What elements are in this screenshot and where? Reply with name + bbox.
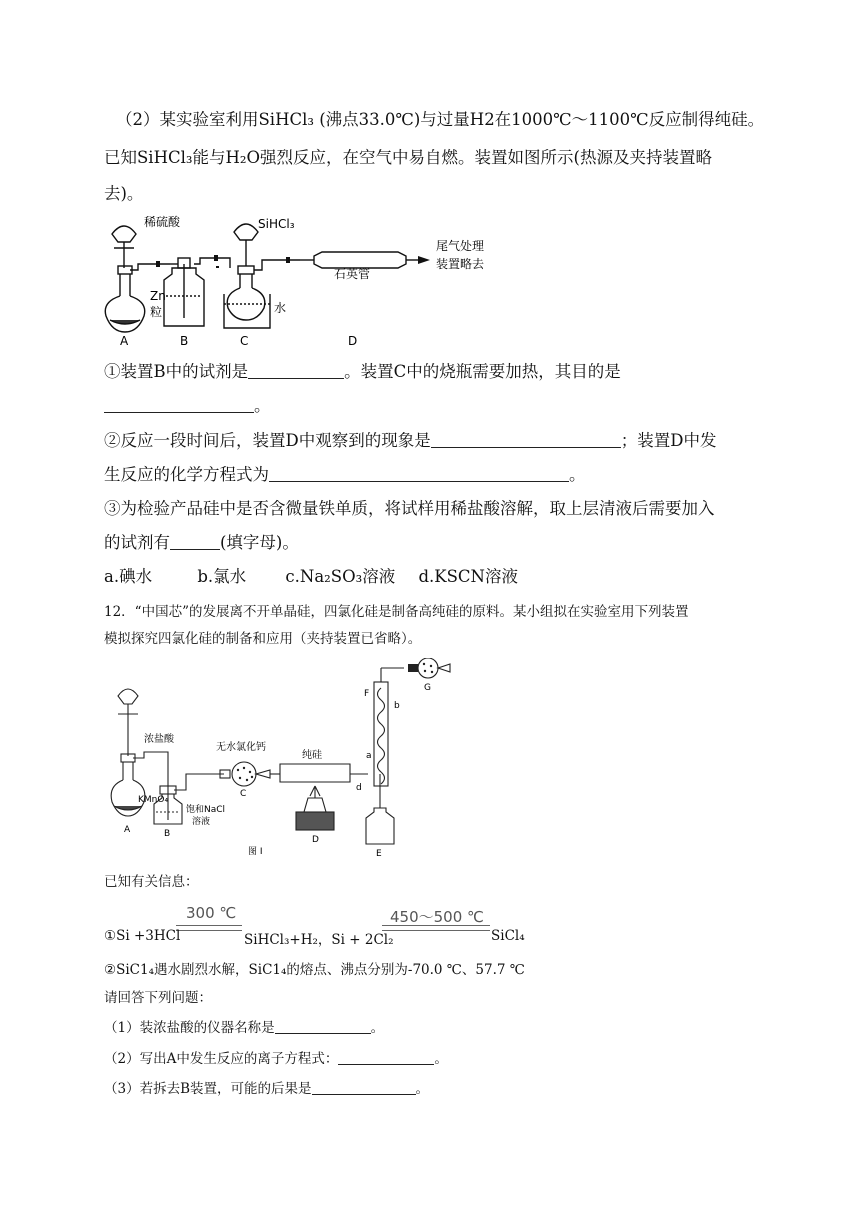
answer-blank[interactable]	[269, 465, 569, 483]
label-grain: 粒	[150, 305, 163, 319]
label-b: B	[180, 334, 189, 348]
label-b2: B	[164, 829, 171, 839]
label-pure-si: 纯硅	[302, 750, 322, 761]
bottle-e	[366, 808, 394, 844]
q11-sub2-text-a: ②反应一段时间后，装置D中观察到的现象是	[104, 431, 431, 450]
q12-part2	[104, 1047, 448, 1067]
label-nacl-2: 溶液	[192, 817, 211, 827]
q12-part2-text: （2）写出A中发生反应的离子方程式：	[104, 1051, 339, 1067]
q12-part2-end: 。	[434, 1051, 448, 1067]
label-a: A	[120, 334, 129, 348]
label-d: D	[348, 334, 358, 348]
label-zn: Zn	[150, 289, 166, 303]
label-quartz-tube: 石英管	[334, 267, 371, 281]
q11-sub1-line2	[104, 392, 271, 416]
label-a2: A	[124, 825, 131, 835]
eq2-condition: 450～500 ℃	[390, 908, 484, 926]
q11-intro-line2: 已知SiHCl₃能与H₂O强烈反应，在空气中易自燃。装置如图所示(热源及夹持装置略	[104, 148, 712, 167]
arrow-icon	[418, 256, 430, 264]
q11-sub1-text-a: ①装置B中的试剂是	[104, 362, 249, 381]
answer-blank[interactable]	[170, 533, 220, 551]
q11-sub3-text-c: (填字母)。	[220, 533, 299, 552]
eq1-condition: 300 ℃	[186, 904, 237, 922]
label-tail-gas-1: 尾气处理	[436, 239, 485, 253]
separatory-funnel-c	[234, 224, 258, 240]
q11-sub1-text-c: 。	[254, 396, 271, 415]
flask-a	[105, 296, 144, 332]
option-c: c.Na₂SO₃溶液	[285, 567, 396, 586]
funnel-hcl	[118, 689, 138, 704]
eq1-double-line	[176, 925, 242, 931]
label-g2: G	[424, 683, 431, 693]
label-kmno4: KMnO₄	[138, 795, 169, 805]
answer-blank[interactable]	[275, 1020, 371, 1035]
label-d2: D	[312, 835, 319, 845]
q12-part1-end: 。	[370, 1020, 385, 1036]
label-cacl2: 无水氯化钙	[216, 742, 266, 753]
apparatus-figure-2	[104, 658, 464, 858]
label-inlet-a: a	[366, 751, 372, 761]
label-tail-gas-2: 装置略去	[436, 257, 485, 271]
q11-sub3-text-b: 的试剂有	[104, 533, 170, 552]
q11-sub1-text-b: 。装置C中的烧瓶需要加热，其目的是	[344, 362, 621, 381]
figure-caption: 图 I	[248, 847, 263, 857]
eq2-right: SiCl₄	[491, 928, 525, 944]
label-f2: F	[364, 689, 370, 699]
option-d: d.KSCN溶液	[418, 567, 518, 586]
label-sihcl3: SiHCl₃	[258, 217, 295, 231]
q12-part1-text: （1）装浓盐酸的仪器名称是	[104, 1020, 275, 1036]
q11-sub1-line1	[104, 358, 621, 382]
label-e2: E	[376, 849, 382, 858]
q11-sub2-text-c: 生反应的化学方程式为	[104, 465, 269, 484]
label-nacl-1: 饱和NaCl	[186, 805, 226, 815]
q12-part3-text: （3）若拆去B装置，可能的后果是	[104, 1081, 312, 1097]
q11-intro-line3: 去)。	[104, 184, 144, 203]
option-b: b.氯水	[197, 567, 247, 586]
q12-known: 已知有关信息：	[104, 874, 199, 890]
q12-part3	[104, 1077, 429, 1097]
q12-info2: ②SiC1₄遇水剧烈水解，SiC1₄的熔点、沸点分别为-70.0 ℃、57.7 ℃	[104, 962, 525, 978]
drying-tube-c	[232, 762, 256, 786]
label-c: C	[240, 334, 249, 348]
label-dilute-h2so4: 稀硫酸	[144, 215, 181, 229]
q11-sub3-line1: ③为检验产品硅中是否含微量铁单质，将试样用稀盐酸溶解，取上层清液后需要加入	[104, 499, 715, 518]
q12-part1	[104, 1016, 384, 1036]
q11-sub2-text-d: 。	[569, 465, 586, 484]
quartz-tube-d	[314, 252, 406, 268]
label-tube-d: d	[356, 783, 362, 793]
label-water: 水	[274, 301, 287, 315]
q11-intro-line1: （2）某实验室利用SiHCl₃ (沸点33.0℃)与过量H2在1000℃～1100℃反应制得纯硅。	[116, 110, 765, 129]
eq1-right: SiHCl₃+H₂，Si + 2Cl₂	[244, 932, 394, 948]
burner-d	[296, 812, 334, 830]
answer-blank[interactable]	[312, 1081, 416, 1096]
drying-tube-g	[418, 658, 438, 678]
apparatus-figure-1	[100, 208, 520, 348]
q11-sub2-line1	[104, 427, 716, 451]
label-c2: C	[240, 789, 247, 799]
eq2-double-line	[382, 925, 490, 931]
q12-intro-line1: 12．“中国芯”的发展离不开单晶硅，四氯化硅是制备高纯硅的原料。某小组拟在实验室用下列装置	[104, 604, 689, 620]
q12-part3-end: 。	[415, 1081, 430, 1097]
label-inlet-b: b	[394, 701, 400, 711]
label-conc-hcl: 浓盐酸	[144, 734, 174, 745]
answer-blank[interactable]	[431, 431, 621, 449]
answer-blank[interactable]	[104, 396, 254, 414]
q11-sub2-text-b: ；装置D中发	[620, 431, 717, 450]
answer-blank[interactable]	[248, 362, 344, 380]
condenser-f	[374, 682, 388, 786]
q11-options	[104, 563, 518, 587]
answer-blank[interactable]	[338, 1051, 434, 1066]
q12-intro-line2: 模拟探究四氯化硅的制备和应用（夹持装置已省略）。	[104, 631, 422, 647]
q11-sub2-line2	[104, 461, 586, 485]
option-a: a.碘水	[104, 567, 153, 586]
eq1-left: ①Si +3HCl	[104, 928, 181, 944]
separatory-funnel-a	[112, 226, 136, 242]
q12-answer-prompt: 请回答下列问题：	[104, 990, 212, 1006]
q11-sub3-line2	[104, 529, 299, 553]
tube-d	[280, 764, 350, 782]
